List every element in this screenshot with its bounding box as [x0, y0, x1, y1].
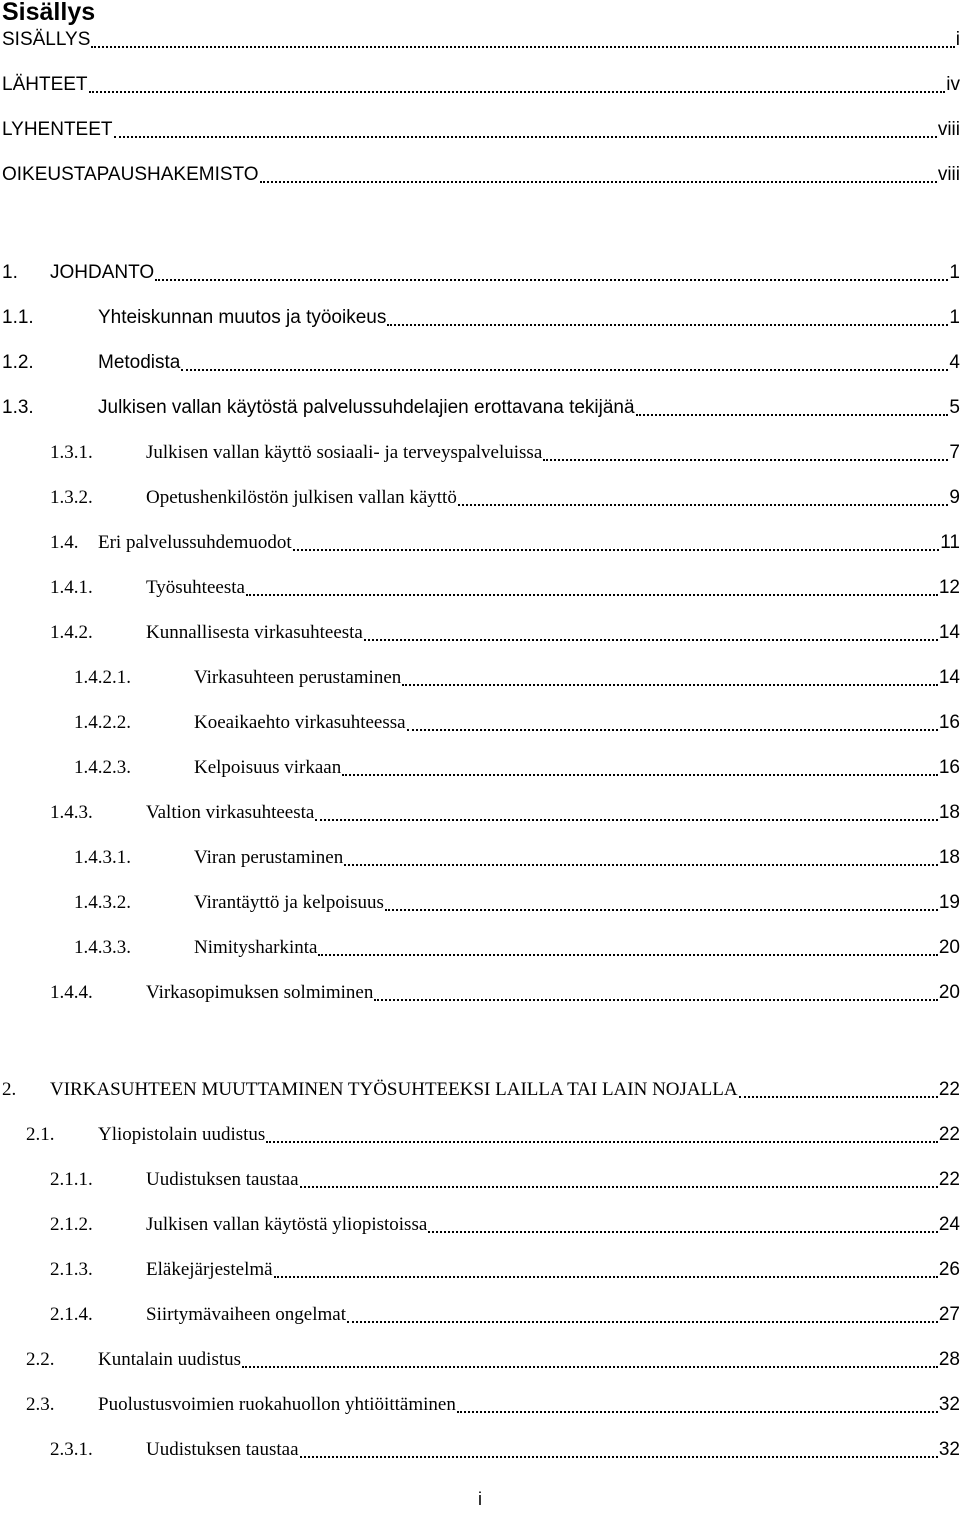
toc-entry-page: 1 — [949, 262, 960, 283]
toc-entry-number: 1.4.2.3. — [74, 757, 131, 778]
toc-leader-dots — [458, 504, 949, 506]
toc-entry-number: 1.4.4. — [50, 982, 93, 1003]
toc-entry — [74, 750, 960, 780]
toc-entry-title: Virkasopimuksen solmiminen — [146, 982, 374, 1003]
toc-entry-number: 1.4.3.3. — [74, 937, 131, 958]
toc-entry-title: Metodista — [98, 352, 181, 373]
toc-leader-dots — [274, 1276, 938, 1278]
toc-entry-page: 7 — [949, 442, 960, 463]
toc-entry-title: SISÄLLYS — [2, 29, 91, 50]
toc-entry — [50, 975, 960, 1005]
toc-entry-page: 24 — [938, 1214, 960, 1235]
toc-entry-title: Eläkejärjestelmä — [146, 1259, 273, 1280]
toc-entry-page: 22 — [938, 1169, 960, 1190]
toc-entry — [74, 705, 960, 735]
toc-entry-page: 11 — [940, 532, 960, 553]
toc-entry-title: Virkasuhteen perustaminen — [194, 667, 402, 688]
toc-leader-dots — [181, 369, 948, 371]
toc-entry-number: 2.1.2. — [50, 1214, 93, 1235]
toc-entry-title: Siirtymävaiheen ongelmat — [146, 1304, 346, 1325]
toc-entry — [2, 157, 960, 187]
toc-entry-page: 9 — [949, 487, 960, 508]
toc-entry — [50, 1252, 960, 1282]
toc-entry-title: Valtion virkasuhteesta — [146, 802, 315, 823]
toc-entry-title: Opetushenkilöstön julkisen vallan käyttö — [146, 487, 457, 508]
toc-entry — [2, 300, 960, 330]
toc-entry-title: LÄHTEET — [2, 74, 88, 95]
toc-entry — [2, 255, 960, 285]
toc-leader-dots — [318, 954, 937, 956]
toc-entry-page: 32 — [938, 1394, 960, 1415]
toc-entry — [2, 22, 960, 52]
toc-leader-dots — [315, 819, 938, 821]
toc-leader-dots — [364, 639, 938, 641]
toc-entry-page: 22 — [938, 1079, 960, 1100]
toc-entry — [74, 840, 960, 870]
toc-entry-number: 2.1.3. — [50, 1259, 93, 1280]
toc-entry-title: Uudistuksen taustaa — [146, 1439, 299, 1460]
toc-entry-page: 26 — [938, 1259, 960, 1280]
toc-entry-number: 1.4.1. — [50, 577, 93, 598]
toc-leader-dots — [91, 46, 954, 48]
toc-entry — [50, 1432, 960, 1462]
toc-entry-page: iv — [946, 74, 960, 95]
toc-entry-title: Kuntalain uudistus — [98, 1349, 242, 1370]
toc-entry-page: viii — [937, 119, 960, 140]
toc-entry — [2, 390, 960, 420]
toc-entry-title: Viran perustaminen — [194, 847, 344, 868]
toc-entry-title: Yliopistolain uudistus — [98, 1124, 266, 1145]
toc-entry-page: 1 — [949, 307, 960, 328]
toc-entry-number: 2.3. — [26, 1394, 55, 1415]
toc-leader-dots — [636, 414, 949, 416]
toc-entry-number: 2.1.4. — [50, 1304, 93, 1325]
toc-entry — [50, 1207, 960, 1237]
toc-entry — [74, 885, 960, 915]
toc-entry-title: Työsuhteesta — [146, 577, 245, 598]
toc-leader-dots — [457, 1411, 938, 1413]
toc-leader-dots — [543, 459, 948, 461]
toc-entry-title: Kunnallisesta virkasuhteesta — [146, 622, 363, 643]
toc-entry-page: 32 — [938, 1439, 960, 1460]
toc-entry-number: 1.4.3. — [50, 802, 93, 823]
toc-entry-number: 1.4.3.1. — [74, 847, 131, 868]
toc-entry-page: 18 — [938, 847, 960, 868]
toc-entry-page: 20 — [938, 982, 960, 1003]
toc-leader-dots — [300, 1186, 938, 1188]
toc-entry — [2, 112, 960, 142]
toc-leader-dots — [260, 181, 937, 183]
toc-entry-number: 1.1. — [2, 307, 34, 328]
toc-entry-page: 16 — [938, 757, 960, 778]
toc-entry-page: 22 — [938, 1124, 960, 1145]
toc-leader-dots — [344, 864, 938, 866]
toc-entry-title: OIKEUSTAPAUSHAKEMISTO — [2, 164, 259, 185]
toc-entry — [50, 435, 960, 465]
toc-entry-page: 12 — [938, 577, 960, 598]
toc-entry — [26, 1342, 960, 1372]
toc-entry-page: viii — [937, 164, 960, 185]
toc-leader-dots — [387, 324, 948, 326]
toc-leader-dots — [155, 279, 948, 281]
toc-entry-page: 4 — [949, 352, 960, 373]
toc-entry — [50, 615, 960, 645]
toc-entry — [26, 1387, 960, 1417]
toc-entry-title: LYHENTEET — [2, 119, 113, 140]
toc-entry-number: 2.2. — [26, 1349, 55, 1370]
page-title: Sisällys — [2, 0, 96, 26]
toc-entry-title: Puolustusvoimien ruokahuollon yhtiöittäminen — [98, 1394, 456, 1415]
toc-entry — [50, 570, 960, 600]
toc-entry-page: 5 — [949, 397, 960, 418]
toc-leader-dots — [347, 1321, 938, 1323]
toc-entry — [2, 345, 960, 375]
toc-entry — [50, 1162, 960, 1192]
toc-entry-number: 1.4.2. — [50, 622, 93, 643]
toc-entry-title: Yhteiskunnan muutos ja työoikeus — [98, 307, 387, 328]
toc-entry-title: VIRKASUHTEEN MUUTTAMINEN TYÖSUHTEEKSI LAILLA TAI LAIN NOJALLA — [50, 1079, 738, 1100]
toc-entry — [2, 67, 960, 97]
toc-entry — [50, 795, 960, 825]
toc-entry-number: 1.4.2.2. — [74, 712, 131, 733]
page-number: i — [478, 1489, 482, 1509]
toc-entry — [74, 660, 960, 690]
toc-entry-title: Eri palvelussuhdemuodot — [98, 532, 292, 553]
toc-entry — [50, 1297, 960, 1327]
toc-entry-page: 14 — [938, 622, 960, 643]
toc-entry-title: Julkisen vallan käytöstä palvelussuhdelajien erottavana tekijänä — [98, 397, 635, 418]
toc-leader-dots — [89, 91, 946, 93]
toc-entry-title: JOHDANTO — [50, 262, 155, 283]
toc-entry-number: 1.3.1. — [50, 442, 93, 463]
toc-leader-dots — [407, 729, 938, 731]
toc-leader-dots — [374, 999, 937, 1001]
toc-leader-dots — [266, 1141, 938, 1143]
toc-entry-number: 2.1.1. — [50, 1169, 93, 1190]
toc-leader-dots — [428, 1231, 938, 1233]
toc-leader-dots — [739, 1096, 938, 1098]
toc-leader-dots — [300, 1456, 938, 1458]
toc-leader-dots — [114, 136, 937, 138]
toc-leader-dots — [342, 774, 938, 776]
toc-leader-dots — [246, 594, 938, 596]
toc-entry-number: 1.4. — [50, 532, 79, 553]
toc-leader-dots — [385, 909, 938, 911]
toc-entry — [50, 480, 960, 510]
toc-entry-page: 19 — [938, 892, 960, 913]
toc-entry-title: Nimitysharkinta — [194, 937, 318, 958]
toc-leader-dots — [293, 549, 940, 551]
toc-entry-title: Virantäyttö ja kelpoisuus — [194, 892, 384, 913]
toc-entry-page: i — [955, 29, 960, 50]
toc-entry-title: Julkisen vallan käytöstä yliopistoissa — [146, 1214, 428, 1235]
toc-entry — [26, 1117, 960, 1147]
toc-entry-number: 1.4.3.2. — [74, 892, 131, 913]
toc-entry — [50, 525, 960, 555]
toc-entry-number: 2. — [2, 1079, 17, 1100]
toc-entry-page: 27 — [938, 1304, 960, 1325]
toc-entry-number: 1.3. — [2, 397, 34, 418]
toc-entry-title: Julkisen vallan käyttö sosiaali- ja terveyspalveluissa — [146, 442, 543, 463]
toc-leader-dots — [242, 1366, 938, 1368]
toc-entry-title: Koeaikaehto virkasuhteessa — [194, 712, 406, 733]
toc-entry-number: 1. — [2, 262, 18, 283]
toc-entry-number: 2.1. — [26, 1124, 55, 1145]
toc-entry-number: 1.2. — [2, 352, 34, 373]
toc-entry-page: 16 — [938, 712, 960, 733]
toc-entry-page: 18 — [938, 802, 960, 823]
toc-entry-number: 1.3.2. — [50, 487, 93, 508]
toc-entry-title: Uudistuksen taustaa — [146, 1169, 299, 1190]
toc-entry-page: 14 — [938, 667, 960, 688]
toc-entry — [2, 1072, 960, 1102]
toc-entry-number: 1.4.2.1. — [74, 667, 131, 688]
toc-entry — [74, 930, 960, 960]
toc-leader-dots — [402, 684, 938, 686]
toc-entry-title: Kelpoisuus virkaan — [194, 757, 342, 778]
toc-entry-page: 20 — [938, 937, 960, 958]
toc-entry-number: 2.3.1. — [50, 1439, 93, 1460]
toc-entry-page: 28 — [938, 1349, 960, 1370]
